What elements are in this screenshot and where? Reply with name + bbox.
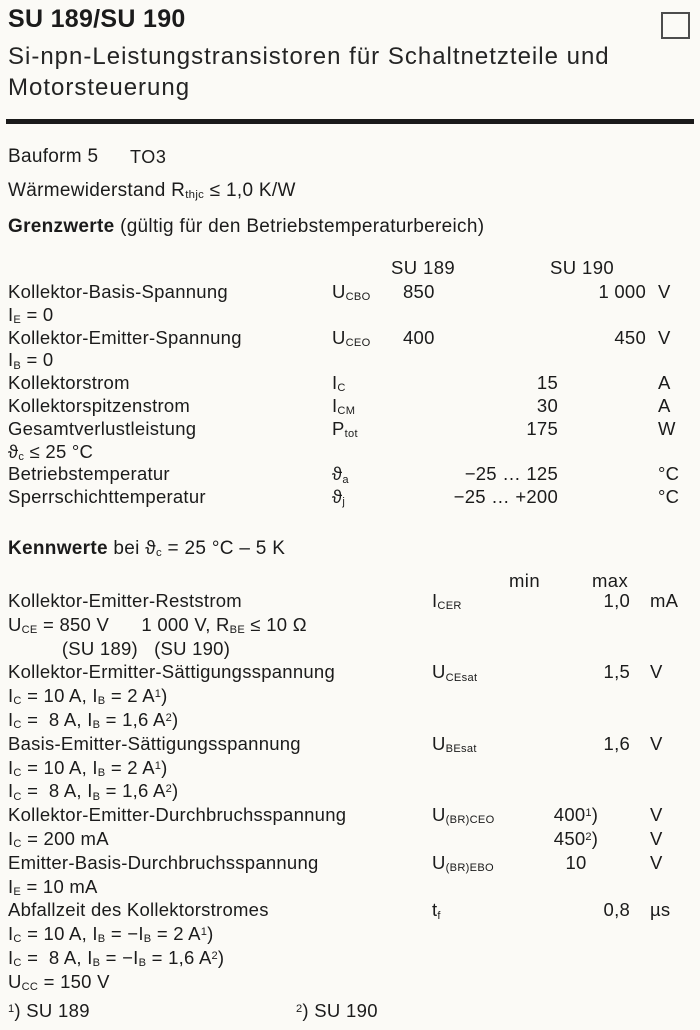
bauform-label: Bauform 5 [8, 146, 99, 167]
condition-text: $I_E = 10$ mA [8, 875, 98, 898]
condition-text: $I_C = 10$ A, $I_B = 2$ $A^1$) [8, 685, 168, 708]
value-min: $400^1$) [553, 804, 599, 826]
condition-row [0, 637, 700, 661]
corner-square-icon [661, 12, 690, 39]
symbol: $U_{CBO}$ [332, 281, 371, 304]
condition-text: $I_C = 8$ A, $I_B = 1,6$ $A^2$) [8, 708, 179, 732]
condition-row [0, 613, 700, 637]
value-common: −25 … +200 [453, 486, 558, 508]
parameter-name: Kollektorstrom [8, 372, 130, 394]
unit: V [650, 661, 663, 683]
condition-text: $I_E = 0$ [8, 303, 54, 327]
condition-text: $I_C = 8$ A, $I_B = -I_B = 1,6$ $A^2$) [8, 946, 225, 970]
unit: A [658, 372, 671, 394]
condition-row [0, 875, 700, 899]
symbol: $ϑ_a$ [332, 463, 349, 486]
value-common: −25 … 125 [464, 463, 558, 485]
parameter-row [0, 851, 700, 875]
symbol: $U_{CEO}$ [332, 326, 371, 349]
page-title: SU 189/SU 190 [8, 5, 186, 33]
value-su190: 1 000 [598, 281, 646, 302]
unit: °C [658, 463, 680, 485]
unit: V [650, 851, 663, 873]
condition-text: $I_B = 0$ [8, 349, 54, 372]
parameter-name: Sperrschichttemperatur [8, 486, 206, 508]
parameter-name: Betriebstemperatur [8, 463, 170, 485]
parameter-row [0, 898, 700, 922]
condition-row [0, 304, 700, 327]
condition-text: $ϑ_c \le 25$ °C [8, 440, 94, 463]
column-header-su190: SU 190 [550, 257, 615, 278]
value-su189: 850 [403, 281, 435, 302]
condition-row [0, 970, 700, 994]
condition-text: (SU 189) (SU 190) [8, 637, 231, 659]
unit: W [658, 417, 676, 439]
symbol: $U_{BEsat}$ [432, 732, 477, 755]
condition-row [0, 946, 700, 970]
parameter-name: Abfallzeit des Kollektorstromes [8, 899, 269, 921]
bauform-value: TO3 [130, 147, 167, 167]
parameter-row [0, 327, 700, 350]
symbol: $P_{tot}$ [332, 417, 358, 440]
parameter-row [0, 486, 700, 509]
column-header-su189: SU 189 [391, 257, 456, 278]
thermal-resistance-line: Wärmewiderstand $R_{thjc} \le 1,0$ K/W [8, 180, 296, 202]
parameter-name: Kollektor-Emitter-Spannung [8, 326, 242, 348]
unit: A [658, 394, 671, 416]
symbol: $U_{CEsat}$ [432, 661, 478, 684]
parameter-row [0, 660, 700, 684]
grenzwerte-table [0, 281, 700, 509]
unit: °C [658, 486, 680, 508]
footnote-1: $^1$) SU 189 [8, 1000, 90, 1021]
subtitle-line-1: Si-npn-Leistungstransistoren für Schaltnetzteile und [8, 43, 610, 70]
condition-text: $U_{CC} = 150$ V [8, 970, 110, 993]
condition-text: $I_C = 200$ mA [8, 827, 109, 851]
condition-row [0, 684, 700, 708]
column-header-min: min [509, 570, 541, 591]
footnote-2: $^2$) SU 190 [296, 1000, 378, 1021]
value-max: 1,5 [603, 661, 630, 683]
grenzwerte-section-heading: Grenzwerte (gültig für den Betriebstemperaturbereich) [8, 216, 485, 237]
parameter-name: Gesamtverlustleistung [8, 417, 197, 439]
condition-row [0, 708, 700, 732]
unit: V [650, 827, 663, 849]
value-min: 10 [565, 851, 587, 873]
parameter-name: Kollektor-Emitter-Durchbruchsspannung [8, 804, 347, 826]
symbol: $I_{CM}$ [332, 394, 356, 418]
kennwerte-table [0, 589, 700, 994]
symbol: $ϑ_j$ [332, 486, 346, 509]
value-max: 1,0 [603, 590, 630, 611]
bauform-line [8, 146, 167, 168]
condition-text: $U_{CE} = 850$ V 1 000 V, $R_{BE} \le 10$ Ω [8, 613, 307, 637]
unit: V [650, 804, 663, 826]
condition-text: $I_C = 10$ A, $I_B = -I_B = 2$ $A^1$) [8, 923, 214, 946]
parameter-name: Kollektor-Basis-Spannung [8, 281, 228, 302]
parameter-name: Kollektor-Ermitter-Sättigungsspannung [8, 661, 335, 683]
parameter-name: Emitter-Basis-Durchbruchsspannung [8, 851, 319, 873]
parameter-row [0, 732, 700, 756]
parameter-row [0, 372, 700, 395]
value-common: 175 [526, 417, 558, 439]
parameter-name: Basis-Emitter-Sättigungsspannung [8, 732, 301, 754]
value-max: 0,8 [603, 899, 630, 921]
subtitle-line-2: Motorsteuerung [8, 74, 191, 101]
unit: V [658, 281, 671, 302]
value-max: 1,6 [603, 732, 630, 754]
condition-row [0, 827, 700, 851]
value-common: 15 [536, 372, 558, 394]
parameter-row [0, 395, 700, 418]
unit: mA [650, 590, 679, 611]
parameter-row [0, 803, 700, 827]
condition-text: $I_C = 8$ A, $I_B = 1,6$ $A^2$) [8, 780, 179, 803]
page-subtitle [8, 41, 610, 103]
symbol: $t_f$ [432, 899, 441, 922]
parameter-name: Kollektorspitzenstrom [8, 394, 191, 416]
condition-row [0, 756, 700, 780]
condition-row [0, 779, 700, 803]
unit: V [650, 732, 663, 754]
parameter-row [0, 589, 700, 613]
symbol: $I_{CER}$ [432, 590, 462, 613]
condition-text: $I_C = 10$ A, $I_B = 2$ $A^1$) [8, 756, 168, 779]
kennwerte-section-heading: Kennwerte bei $ϑ_c = 25$ °C – 5 K [8, 538, 286, 560]
symbol: $U_{(BR)CEO}$ [432, 804, 495, 827]
horizontal-divider [6, 119, 694, 124]
symbol: $U_{(BR)EBO}$ [432, 851, 494, 874]
condition-row [0, 441, 700, 464]
value-common: 30 [536, 394, 558, 416]
condition-row [0, 349, 700, 372]
value-su189: 400 [403, 326, 435, 348]
condition-row [0, 922, 700, 946]
unit: V [658, 326, 671, 348]
column-header-max: max [592, 570, 629, 591]
value-su190: 450 [614, 326, 646, 348]
parameter-row [0, 418, 700, 441]
parameter-row [0, 463, 700, 486]
parameter-name: Kollektor-Emitter-Reststrom [8, 590, 242, 611]
parameter-row [0, 281, 700, 304]
value-min: $450^2$) [553, 827, 599, 849]
symbol: $I_C$ [332, 372, 346, 395]
unit: µs [650, 899, 671, 921]
